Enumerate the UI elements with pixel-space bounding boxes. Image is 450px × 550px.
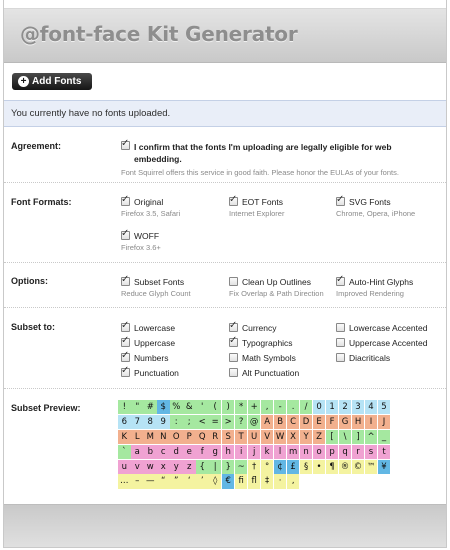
subset-numbers-checkbox[interactable]	[121, 353, 130, 362]
format-original-sub: Firefox 3.5, Safari	[121, 209, 181, 218]
glyph-cell: ¶	[326, 460, 339, 474]
add-fonts-button[interactable]	[12, 73, 92, 90]
glyph-cell: B	[274, 415, 287, 429]
glyph-cell: {	[196, 460, 209, 474]
glyph-cell: ’	[196, 474, 209, 488]
glyph-cell: #	[144, 400, 157, 414]
glyph-cell: \	[339, 430, 352, 444]
glyph-cell: Y	[300, 430, 313, 444]
agreement-checkbox[interactable]	[121, 141, 130, 150]
format-eot-label: EOT Fonts	[242, 197, 283, 207]
subset-lowercase-accented-label: Lowercase Accented	[349, 323, 428, 333]
glyph-cell: £	[287, 460, 300, 474]
subset-alt-punctuation-checkbox[interactable]	[229, 368, 238, 377]
glyph-cell: €	[222, 474, 235, 488]
glyph-cell: ·	[274, 474, 287, 488]
glyph-cell: E	[313, 415, 326, 429]
subset-label: Subset to:	[11, 322, 55, 332]
glyph-cell: P	[183, 430, 196, 444]
subset-math-symbols-checkbox[interactable]	[229, 353, 238, 362]
glyph-cell: j	[248, 445, 261, 459]
glyph-cell: ”	[170, 474, 183, 488]
glyph-cell: +	[248, 400, 261, 414]
options-label: Options:	[11, 276, 48, 286]
glyph-row	[118, 400, 391, 414]
glyph-cell: ¥	[378, 460, 391, 474]
glyph-cell: 1	[326, 400, 339, 414]
glyph-cell: U	[248, 430, 261, 444]
clean-outlines-sub: Fix Overlap & Path Direction	[229, 289, 324, 298]
glyph-cell: f	[196, 445, 209, 459]
kit-generator-panel	[3, 0, 447, 548]
format-eot-sub: Internet Explorer	[229, 209, 285, 218]
glyph-cell: u	[118, 460, 131, 474]
agreement-section	[4, 128, 446, 183]
glyph-cell: N	[157, 430, 170, 444]
glyph-cell: z	[183, 460, 196, 474]
format-svg-label: SVG Fonts	[349, 197, 391, 207]
glyph-cell: K	[118, 430, 131, 444]
glyph-cell: C	[287, 415, 300, 429]
glyph-cell: a	[131, 445, 144, 459]
glyph-cell-empty	[300, 474, 313, 488]
glyph-cell-empty	[339, 474, 352, 488]
auto-hint-checkbox[interactable]	[336, 277, 345, 286]
glyph-cell: '	[196, 400, 209, 414]
subset-uppercase-accented-checkbox[interactable]	[336, 338, 345, 347]
glyph-cell: @	[248, 415, 261, 429]
status-notice: You currently have no fonts uploaded.	[4, 100, 446, 127]
subset-fonts-label: Subset Fonts	[134, 277, 185, 287]
glyph-cell: d	[170, 445, 183, 459]
agreement-subtext: Font Squirrel offers this service in good faith. Please honor the EULAs of your fonts.	[121, 168, 399, 177]
glyph-cell: ◊	[209, 474, 222, 488]
glyph-cell: )	[222, 400, 235, 414]
glyph-cell: “	[157, 474, 170, 488]
glyph-cell: §	[300, 460, 313, 474]
subset-preview-label: Subset Preview:	[11, 403, 81, 413]
glyph-cell: G	[339, 415, 352, 429]
glyph-cell: p	[326, 445, 339, 459]
glyph-row	[118, 415, 391, 429]
clean-outlines-checkbox[interactable]	[229, 277, 238, 286]
subset-math-symbols-label: Math Symbols	[242, 353, 296, 363]
glyph-cell: 7	[131, 415, 144, 429]
glyph-cell: =	[209, 415, 222, 429]
glyph-cell: ,	[261, 400, 274, 414]
glyph-cell: ®	[339, 460, 352, 474]
clean-outlines-label: Clean Up Outlines	[242, 277, 311, 287]
glyph-cell: w	[144, 460, 157, 474]
glyph-cell: i	[235, 445, 248, 459]
glyph-cell: (	[209, 400, 222, 414]
glyph-cell: V	[261, 430, 274, 444]
glyph-cell: k	[261, 445, 274, 459]
glyph-cell: ~	[235, 460, 248, 474]
glyph-cell: 2	[339, 400, 352, 414]
agreement-label: Agreement:	[11, 141, 62, 151]
format-svg-checkbox[interactable]	[336, 197, 345, 206]
glyph-cell: x	[157, 460, 170, 474]
glyph-cell: o	[313, 445, 326, 459]
glyph-cell: T	[235, 430, 248, 444]
glyph-cell: h	[222, 445, 235, 459]
glyph-cell: ‘	[183, 474, 196, 488]
glyph-row	[118, 460, 391, 474]
glyph-row	[118, 430, 391, 444]
glyph-cell: <	[196, 415, 209, 429]
subset-fonts-sub: Reduce Glyph Count	[121, 289, 191, 298]
glyph-cell: 8	[144, 415, 157, 429]
glyph-cell: ﬁ	[235, 474, 248, 488]
glyph-cell-empty	[365, 474, 378, 488]
glyph-cell: .	[287, 400, 300, 414]
glyph-cell: •	[313, 460, 326, 474]
glyph-cell: &	[183, 400, 196, 414]
subset-currency-label: Currency	[242, 323, 277, 333]
glyph-cell: n	[300, 445, 313, 459]
subset-preview-grid	[118, 400, 391, 489]
glyph-cell: ^	[365, 430, 378, 444]
glyph-cell: †	[248, 460, 261, 474]
glyph-cell: m	[287, 445, 300, 459]
glyph-cell: [	[326, 430, 339, 444]
subset-typographics-checkbox[interactable]	[229, 338, 238, 347]
glyph-cell: 3	[352, 400, 365, 414]
subset-fonts-checkbox[interactable]	[121, 277, 130, 286]
format-woff-label: WOFF	[134, 231, 160, 241]
glyph-cell: |	[209, 460, 222, 474]
glyph-cell: °	[261, 460, 274, 474]
glyph-cell: y	[170, 460, 183, 474]
subset-typographics-label: Typographics	[242, 338, 293, 348]
subset-alt-punctuation-label: Alt Punctuation	[242, 368, 300, 378]
subset-section	[4, 308, 446, 389]
glyph-cell: 9	[157, 415, 170, 429]
glyph-cell: ;	[183, 415, 196, 429]
font-formats-label: Font Formats:	[11, 197, 72, 207]
glyph-cell: X	[287, 430, 300, 444]
format-eot-checkbox[interactable]	[229, 197, 238, 206]
glyph-cell: 5	[378, 400, 391, 414]
glyph-cell-empty	[326, 474, 339, 488]
glyph-cell: :	[170, 415, 183, 429]
glyph-cell: I	[365, 415, 378, 429]
glyph-cell: ﬂ	[248, 474, 261, 488]
header-bar	[4, 8, 446, 63]
glyph-cell: O	[170, 430, 183, 444]
glyph-cell: ‚	[287, 474, 300, 488]
plus-circle-icon: +	[18, 76, 29, 87]
subset-uppercase-checkbox[interactable]	[121, 338, 130, 347]
glyph-cell: t	[378, 445, 391, 459]
glyph-cell: `	[118, 445, 131, 459]
glyph-cell: r	[352, 445, 365, 459]
glyph-cell: 6	[118, 415, 131, 429]
glyph-cell: ©	[352, 460, 365, 474]
glyph-cell: >	[222, 415, 235, 429]
glyph-cell: …	[118, 474, 131, 488]
subset-uppercase-label: Uppercase	[134, 338, 176, 348]
glyph-cell: W	[274, 430, 287, 444]
subset-uppercase-accented-label: Uppercase Accented	[349, 338, 428, 348]
subset-lowercase-accented-checkbox[interactable]	[336, 323, 345, 332]
glyph-cell: A	[261, 415, 274, 429]
glyph-cell: b	[144, 445, 157, 459]
subset-currency-checkbox[interactable]	[229, 323, 238, 332]
subset-lowercase-checkbox[interactable]	[121, 323, 130, 332]
glyph-cell-empty	[313, 474, 326, 488]
footer-bar	[4, 504, 446, 547]
glyph-cell: Z	[313, 430, 326, 444]
glyph-cell-empty	[352, 474, 365, 488]
glyph-cell: q	[339, 445, 352, 459]
glyph-cell: 0	[313, 400, 326, 414]
glyph-cell: ¢	[274, 460, 287, 474]
page-title: @font-face Kit Generator	[20, 22, 298, 46]
glyph-cell: e	[183, 445, 196, 459]
glyph-cell: !	[118, 400, 131, 414]
glyph-cell: —	[144, 474, 157, 488]
glyph-cell: v	[131, 460, 144, 474]
glyph-row	[118, 474, 391, 488]
glyph-cell: ™	[365, 460, 378, 474]
subset-lowercase-label: Lowercase	[134, 323, 176, 333]
glyph-cell: %	[170, 400, 183, 414]
glyph-cell: s	[365, 445, 378, 459]
options-section	[4, 263, 446, 308]
format-original-label: Original	[134, 197, 164, 207]
glyph-cell: _	[378, 430, 391, 444]
glyph-cell: L	[131, 430, 144, 444]
subset-punctuation-checkbox[interactable]	[121, 368, 130, 377]
format-woff-sub: Firefox 3.6+	[121, 243, 161, 252]
auto-hint-label: Auto-Hint Glyphs	[349, 277, 414, 287]
glyph-cell: -	[274, 400, 287, 414]
glyph-cell: J	[378, 415, 391, 429]
glyph-cell: S	[222, 430, 235, 444]
font-formats-section	[4, 183, 446, 263]
glyph-cell: *	[235, 400, 248, 414]
subset-diacriticals-checkbox[interactable]	[336, 353, 345, 362]
glyph-cell: }	[222, 460, 235, 474]
agreement-text: I confirm that the fonts I'm uploading are legally eligible for web embedding.	[134, 142, 392, 164]
glyph-cell: M	[144, 430, 157, 444]
glyph-cell-empty	[378, 474, 391, 488]
glyph-cell: l	[274, 445, 287, 459]
glyph-cell: R	[209, 430, 222, 444]
subset-diacriticals-label: Diacriticals	[349, 353, 391, 363]
glyph-cell: –	[131, 474, 144, 488]
glyph-cell: g	[209, 445, 222, 459]
glyph-row	[118, 445, 391, 459]
format-original-checkbox[interactable]	[121, 197, 130, 206]
glyph-cell: ]	[352, 430, 365, 444]
toolbar	[4, 64, 446, 102]
glyph-cell: ?	[235, 415, 248, 429]
glyph-cell: H	[352, 415, 365, 429]
subset-numbers-label: Numbers	[134, 353, 169, 363]
glyph-cell: "	[131, 400, 144, 414]
glyph-cell: ‡	[261, 474, 274, 488]
auto-hint-sub: Improved Rendering	[336, 289, 404, 298]
glyph-cell: c	[157, 445, 170, 459]
glyph-cell: Q	[196, 430, 209, 444]
format-woff-checkbox[interactable]	[121, 231, 130, 240]
subset-punctuation-label: Punctuation	[134, 368, 179, 378]
glyph-cell: /	[300, 400, 313, 414]
glyph-cell: F	[326, 415, 339, 429]
glyph-cell: D	[300, 415, 313, 429]
format-svg-sub: Chrome, Opera, iPhone	[336, 209, 416, 218]
glyph-cell: $	[157, 400, 170, 414]
add-fonts-label: Add Fonts	[32, 76, 82, 87]
glyph-cell: 4	[365, 400, 378, 414]
